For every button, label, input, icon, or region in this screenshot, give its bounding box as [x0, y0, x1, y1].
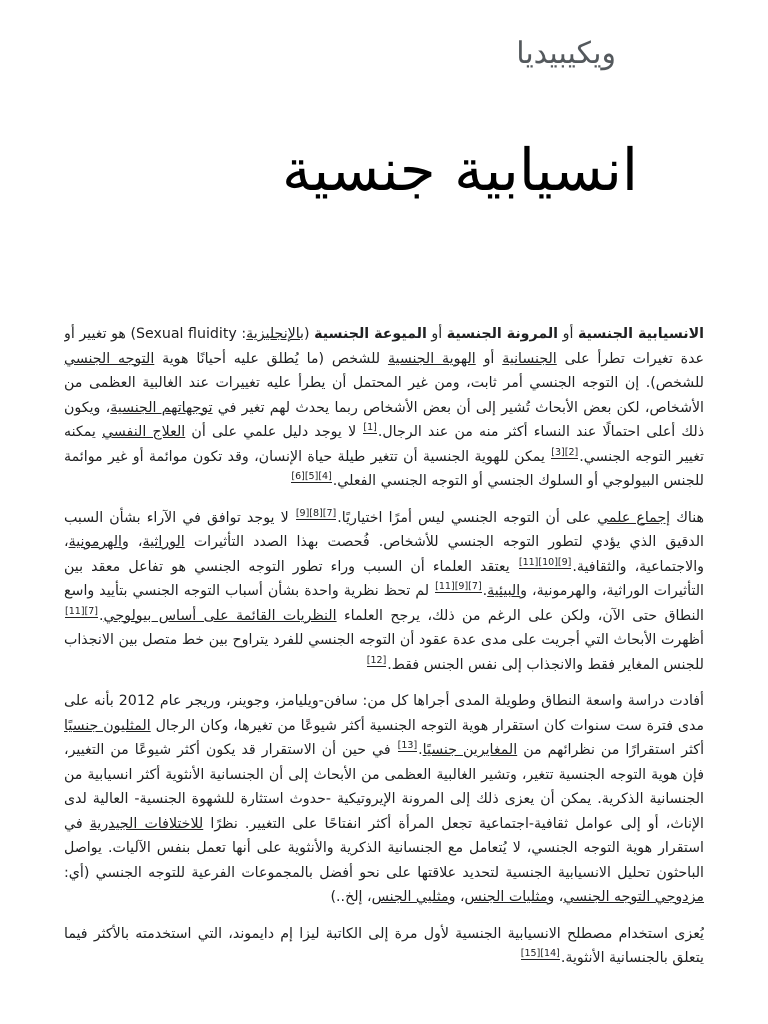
text: ، ويكون ذلك أعلى احتمالًا عند النساء أكثر منه من عند الرجال.: [64, 399, 704, 440]
paragraph-intro: [64, 322, 704, 494]
citation-link[interactable]: [3]: [551, 446, 565, 458]
citation-link[interactable]: [11]: [65, 605, 85, 617]
text: ، إلخ..): [330, 889, 372, 905]
text: ، والاجتماعية، والثقافية.: [64, 534, 704, 575]
citation-ref: [296, 508, 336, 519]
link-sexuality[interactable]: الجنسانية: [502, 350, 557, 367]
site-logo-wordmark[interactable]: ويكيبيديا: [516, 36, 616, 71]
link-sexual-orientation[interactable]: التوجه الجنسي: [64, 350, 155, 367]
citation-link[interactable]: [5]: [304, 471, 319, 483]
text: أفادت دراسة واسعة النطاق وطويلة المدى أجراها كل من: سافن-ويليامز، وجوينر، وريجر عام 2012 بأنه على مدى فترة ست سنوات كان استقرار هوية التوجه الجنسية أكثر شيوعًا من تغيرها، وكان الرجال: [64, 693, 704, 734]
text: :: [236, 326, 247, 342]
link-heterosexual[interactable]: المغايرين جنسيًا: [422, 742, 518, 758]
citation-link[interactable]: [11]: [435, 581, 455, 593]
citation-ref: [367, 655, 387, 666]
text: أكثر استقرارًا من نظرائهم من: [517, 742, 704, 758]
citation-link[interactable]: [9]: [295, 507, 310, 519]
link-gender-identity[interactable]: الهوية الجنسية: [387, 350, 476, 367]
link-radical-differences[interactable]: للاختلافات الجيدرية: [89, 815, 204, 832]
text: يعتقد العلماء أن السبب وراء تطور التوجه الجنسي هو تفاعل معقد بين التأثيرات الوراثية، والهرمونية، و: [64, 558, 704, 599]
citation-link[interactable]: [10]: [538, 556, 558, 568]
citation-link[interactable]: [15]: [520, 948, 541, 960]
link-gay[interactable]: مثليي الجنس: [371, 889, 449, 905]
citation-link[interactable]: [4]: [318, 471, 332, 483]
citation-link[interactable]: [11]: [518, 556, 539, 568]
text: للشخص). إن التوجه الجنسي أمر ثابت، ومن غير المحتمل أن يطرأ عليه تغييرات عند الغالبية العظمى من الأشخاص، لكن بعض الأبحاث تُشير إلى أن بعض الأشخاص ربما يحدث لهم تغير في: [64, 375, 704, 416]
citation-link[interactable]: [9]: [454, 581, 469, 593]
link-lesbian[interactable]: مثليات الجنس: [464, 889, 548, 905]
text: أو: [426, 326, 447, 342]
link-biological-theories[interactable]: النظريات القائمة على أساس بيولوجي: [103, 607, 337, 624]
link-environmental[interactable]: البيئية: [487, 583, 521, 599]
term-bold: الميوعة الجنسية: [314, 326, 427, 342]
citation-ref: [435, 581, 482, 592]
text: في استقرار هوية التوجه الجنسي، لا يُتعامل مع الجنسانية الذكرية والأنثوية على أنها تعمل بنفس الآليات. يواصل الباحثون تحليل الانسيابية الجنسية لتحديد علاقتها على نحو أفضل بالمجموعات الفرعية للتوجه الجنسي (أي:: [64, 815, 704, 881]
text: في حين أن الاستقرار قد يكون أكثر شيوعًا من التغيير، فإن هوية التوجه الجنسية تتغير، وتشير الغالبية العظمى من الأبحاث إلى أن الجنسانية الأنثوية أكثر انسيابية من الجنسانية الذكرية. يمكن أن يعزى ذلك إلى المرونة الإيروتيكية -حدوث استثارة للشهوة الجنسية- العالية لدى الإناث، أو إلى عوامل ثقافية-اجتماعية تجعل المرأة أكثر انفتاحًا على التغيير. نظرًا: [64, 742, 704, 832]
citation-link[interactable]: [1]: [363, 422, 377, 434]
text: لا يوجد توافق في الآراء بشأن السبب الدقيق الذي يؤدي لتطور التوجه الجنسي للأشخاص. فُحصت بهذا الصدد التأثيرات: [64, 509, 704, 550]
text: .: [482, 583, 488, 599]
text: على أن التوجه الجنسي ليس أمرًا اختياريًا.: [337, 509, 598, 526]
citation-ref: [521, 948, 560, 959]
citation-ref: [291, 471, 331, 482]
citation-ref: [65, 606, 98, 617]
link-their-orientations[interactable]: توجهاتهم الجنسية: [110, 399, 213, 416]
paragraph-term-origin: [64, 922, 704, 971]
citation-link[interactable]: [6]: [291, 471, 305, 483]
link-psychotherapy[interactable]: العلاج النفسي: [102, 424, 186, 440]
text: يمكنه تغيير التوجه الجنسي.: [64, 424, 704, 465]
link-scientific-consensus[interactable]: إجماع علمي: [597, 509, 671, 526]
paragraph-causes: [64, 506, 704, 678]
text: ) هو تغيير أو عدة تغيرات تطرأ على: [64, 326, 704, 367]
citation-link[interactable]: [9]: [557, 556, 572, 568]
text: (: [304, 326, 315, 342]
link-english[interactable]: بالإنجليزية: [246, 326, 305, 342]
link-gay-men[interactable]: المثليون جنسيًا: [64, 717, 151, 734]
article-body: [64, 322, 704, 982]
text: هناك: [670, 509, 704, 526]
paragraph-study: [64, 689, 704, 910]
term-bold: المرونة الجنسية: [446, 326, 559, 342]
citation-link[interactable]: [8]: [309, 507, 323, 519]
text: يُعزى استخدام مصطلح الانسيابية الجنسية لأول مرة إلى الكاتبة ليزا إم دايموند، التي استخدمته بالأكثر فيما يتعلق بالجنسانية الأنثوية.: [64, 925, 704, 966]
term-bold: الانسيابية الجنسية: [577, 326, 704, 342]
text: .: [99, 607, 104, 624]
text: يمكن للهوية الجنسية أن تتغير طيلة حياة الإنسان، وقد تكون موائمة أو غير موائمة للجنس البيولوجي أو السلوك الجنسي أو التوجه الجنسي الفعلي.: [64, 448, 704, 489]
link-bisexual[interactable]: مزدوجي التوجه الجنسي: [563, 889, 704, 905]
page-title: انسيابية جنسية: [281, 136, 638, 204]
text: ، و: [122, 534, 143, 550]
text: أو: [558, 326, 578, 342]
citation-link[interactable]: [7]: [468, 581, 482, 593]
citation-ref: [519, 557, 572, 568]
citation-link[interactable]: [14]: [540, 948, 560, 960]
link-hormonal[interactable]: الهرمونية: [68, 534, 122, 550]
text: للشخص (ما يُطلق عليه أحيانًا هوية: [154, 350, 388, 367]
citation-link[interactable]: [7]: [84, 605, 99, 617]
text: ، و: [448, 889, 465, 905]
text: .: [418, 742, 423, 758]
text: أظهرت الأبحاث التي أجريت على مدى عدة عقود أن التوجه الجنسي للفرد يتراوح بين خط متصل بين الانجذاب للجنس المغاير فقط والانجذاب إلى نفس الجنس فقط.: [64, 632, 704, 673]
citation-link[interactable]: [12]: [366, 654, 387, 666]
citation-link[interactable]: [13]: [397, 740, 418, 752]
citation-ref: [398, 740, 418, 751]
citation-ref: [551, 447, 578, 458]
citation-ref: [363, 422, 376, 433]
text: ، و: [547, 889, 564, 905]
citation-link[interactable]: [2]: [564, 446, 579, 458]
text: أو: [475, 350, 503, 367]
citation-link[interactable]: [7]: [322, 507, 337, 519]
text: لا يوجد دليل علمي على أن: [185, 424, 363, 440]
text: لم تحظ نظرية واحدة بشأن أسباب التوجه الجنسي بتأييد واسع النطاق حتى الآن، ولكن على الرغم من ذلك، يرجح العلماء: [64, 583, 704, 624]
english-term: Sexual fluidity: [135, 326, 237, 342]
link-genetic[interactable]: الوراثية: [142, 534, 185, 550]
